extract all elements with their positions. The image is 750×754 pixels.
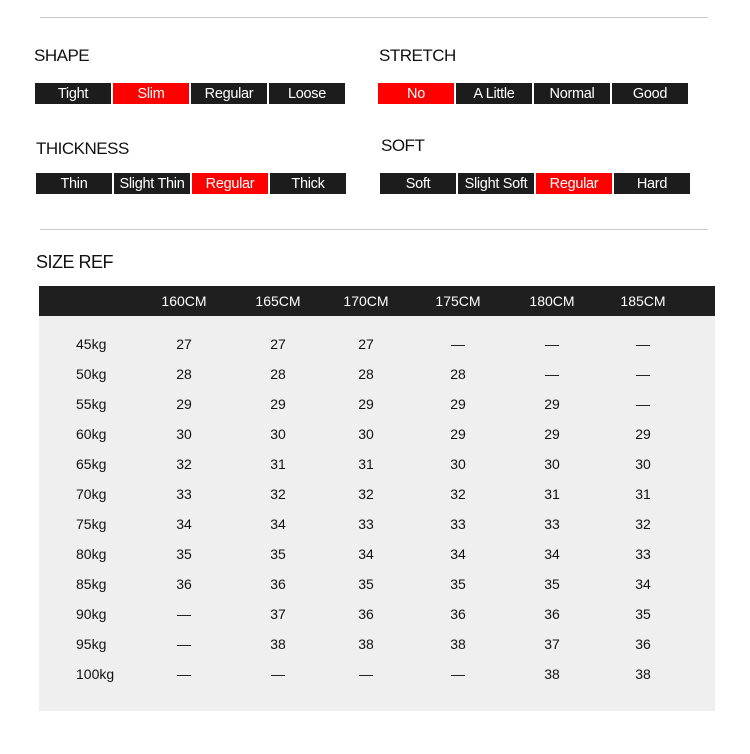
stretch-option-normal: Normal [534, 83, 610, 104]
size-cell: 30 [544, 456, 560, 472]
thickness-option-thick: Thick [270, 173, 346, 194]
row-weight-label: 60kg [76, 426, 107, 442]
size-cell: 34 [270, 516, 286, 532]
size-cell: 38 [358, 636, 374, 652]
row-weight-label: 55kg [76, 396, 107, 412]
size-cell: — [636, 336, 650, 352]
size-cell: 33 [635, 546, 651, 562]
soft-option-soft: Soft [380, 173, 456, 194]
row-weight-label: 65kg [76, 456, 107, 472]
row-weight-label: 95kg [76, 636, 107, 652]
size-cell: 29 [176, 396, 192, 412]
row-weight-label: 90kg [76, 606, 107, 622]
size-cell: 32 [358, 486, 374, 502]
size-cell: 34 [450, 546, 466, 562]
column-header-180cm: 180CM [529, 293, 575, 309]
size-cell: 38 [450, 636, 466, 652]
row-weight-label: 50kg [76, 366, 107, 382]
size-cell: 34 [544, 546, 560, 562]
size-cell: 30 [358, 426, 374, 442]
size-cell: 28 [450, 366, 466, 382]
column-header-170cm: 170CM [343, 293, 389, 309]
size-cell: 29 [450, 396, 466, 412]
size-cell: 36 [544, 606, 560, 622]
size-cell: 36 [358, 606, 374, 622]
thickness-options [36, 173, 346, 194]
size-cell: 31 [635, 486, 651, 502]
size-cell: 30 [450, 456, 466, 472]
size-cell: 36 [450, 606, 466, 622]
column-header-185cm: 185CM [620, 293, 666, 309]
size-cell: 34 [635, 576, 651, 592]
size-cell: 35 [544, 576, 560, 592]
size-cell: 30 [635, 456, 651, 472]
size-cell: 36 [270, 576, 286, 592]
column-header-160cm: 160CM [161, 293, 207, 309]
row-weight-label: 80kg [76, 546, 107, 562]
size-cell: — [177, 666, 191, 682]
size-cell: 33 [450, 516, 466, 532]
size-cell: 30 [270, 426, 286, 442]
size-cell: 30 [176, 426, 192, 442]
size-cell: 35 [270, 546, 286, 562]
size-cell: 34 [358, 546, 374, 562]
row-weight-label: 100kg [76, 666, 115, 682]
row-weight-label: 85kg [76, 576, 107, 592]
size-cell: — [271, 666, 285, 682]
size-ref-header [39, 286, 715, 316]
size-cell: — [177, 606, 191, 622]
size-cell: 29 [544, 426, 560, 442]
size-cell: 38 [544, 666, 560, 682]
size-cell: 28 [358, 366, 374, 382]
thickness-option-slight-thin: Slight Thin [114, 173, 190, 194]
column-header-165cm: 165CM [255, 293, 301, 309]
row-weight-label: 45kg [76, 336, 107, 352]
size-cell: — [451, 666, 465, 682]
size-cell: 27 [270, 336, 286, 352]
size-cell: 33 [176, 486, 192, 502]
shape-option-slim: Slim [113, 83, 189, 104]
size-cell: 34 [176, 516, 192, 532]
size-cell: 27 [176, 336, 192, 352]
size-cell: 31 [270, 456, 286, 472]
size-cell: 33 [358, 516, 374, 532]
size-cell: 31 [544, 486, 560, 502]
size-ref-title: SIZE REF [36, 252, 114, 272]
size-cell: — [545, 336, 559, 352]
size-cell: 32 [450, 486, 466, 502]
size-cell: 28 [270, 366, 286, 382]
size-cell: 35 [450, 576, 466, 592]
shape-option-regular: Regular [191, 83, 267, 104]
size-cell: 37 [544, 636, 560, 652]
soft-options [380, 173, 690, 194]
size-cell: 28 [176, 366, 192, 382]
column-header-175cm: 175CM [435, 293, 481, 309]
thickness-option-regular: Regular [192, 173, 268, 194]
size-cell: — [636, 366, 650, 382]
stretch-title: STRETCH [379, 46, 456, 65]
size-cell: 29 [270, 396, 286, 412]
stretch-option-no: No [378, 83, 454, 104]
shape-option-loose: Loose [269, 83, 345, 104]
shape-option-tight: Tight [35, 83, 111, 104]
top-divider [40, 17, 708, 18]
size-cell: 35 [635, 606, 651, 622]
soft-option-slight-soft: Slight Soft [458, 173, 534, 194]
size-cell: 36 [635, 636, 651, 652]
size-cell: 29 [544, 396, 560, 412]
size-cell: 29 [450, 426, 466, 442]
size-cell: 38 [270, 636, 286, 652]
soft-option-regular: Regular [536, 173, 612, 194]
size-cell: — [451, 336, 465, 352]
shape-title: SHAPE [34, 46, 90, 65]
size-cell: 38 [635, 666, 651, 682]
size-cell: 27 [358, 336, 374, 352]
size-ref-table [39, 286, 715, 711]
shape-options [35, 83, 345, 104]
stretch-option-good: Good [612, 83, 688, 104]
size-cell: 29 [358, 396, 374, 412]
row-weight-label: 75kg [76, 516, 107, 532]
stretch-options [378, 83, 688, 104]
size-cell: — [359, 666, 373, 682]
size-cell: 32 [270, 486, 286, 502]
size-cell: — [177, 636, 191, 652]
size-cell: 35 [176, 546, 192, 562]
size-cell: 31 [358, 456, 374, 472]
row-weight-label: 70kg [76, 486, 107, 502]
thickness-option-thin: Thin [36, 173, 112, 194]
soft-option-hard: Hard [614, 173, 690, 194]
size-cell: 32 [635, 516, 651, 532]
stretch-option-a-little: A Little [456, 83, 532, 104]
size-cell: 36 [176, 576, 192, 592]
size-cell: — [545, 366, 559, 382]
size-cell: 33 [544, 516, 560, 532]
soft-title: SOFT [381, 136, 425, 155]
thickness-title: THICKNESS [36, 139, 129, 158]
size-cell: 32 [176, 456, 192, 472]
size-cell: — [636, 396, 650, 412]
middle-divider [40, 229, 708, 230]
size-cell: 29 [635, 426, 651, 442]
size-cell: 37 [270, 606, 286, 622]
size-cell: 35 [358, 576, 374, 592]
